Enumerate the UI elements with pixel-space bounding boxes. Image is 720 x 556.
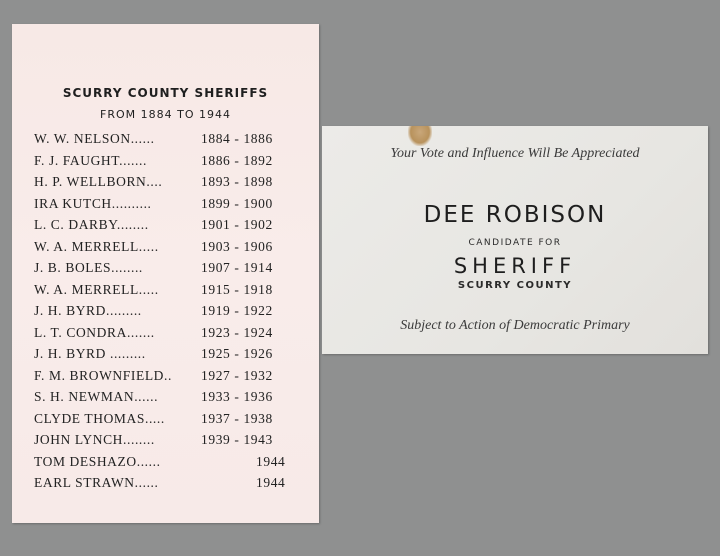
sheriff-row: [34, 429, 304, 451]
sheriff-name: JOHN LYNCH........: [34, 432, 155, 447]
sheriff-row: [34, 300, 304, 322]
sheriff-name: CLYDE THOMAS.....: [34, 410, 165, 426]
sheriff-years: 1886 - 1892: [201, 152, 273, 168]
sheriff-name: J. H. BYRD.........: [34, 303, 142, 318]
sheriff-years: 1919 - 1922: [201, 303, 273, 318]
sheriff-name: W. A. MERRELL.....: [34, 281, 159, 297]
sheriff-years: 1907 - 1914: [201, 260, 273, 275]
sheriff-years: 1933 - 1936: [201, 389, 273, 404]
candidate-name: DEE ROBISON: [423, 202, 607, 228]
sheriff-row: [34, 150, 304, 172]
sheriff-years: 1923 - 1924: [201, 324, 273, 340]
sheriff-row: [34, 322, 304, 344]
stain-mark: [408, 126, 432, 146]
sheriff-years: 1937 - 1938: [201, 410, 273, 426]
sheriff-row: [34, 214, 304, 236]
sheriff-name: S. H. NEWMAN......: [34, 389, 159, 404]
sheriff-row: [34, 257, 304, 279]
sheriff-years: 1915 - 1918: [201, 281, 273, 297]
sheriff-years: 1944: [256, 475, 286, 490]
sheriff-row: [34, 386, 304, 408]
sheriff-list: [34, 128, 304, 494]
sheriff-list-card: [12, 24, 319, 523]
sheriff-row: [34, 128, 304, 150]
sheriff-years: 1899 - 1900: [201, 195, 273, 211]
sheriff-row: [34, 171, 304, 193]
sheriff-name: W. W. NELSON......: [34, 131, 155, 146]
office-title: SHERIFF: [453, 254, 577, 278]
sheriff-row: [34, 343, 304, 365]
sheriff-years: 1925 - 1926: [201, 346, 273, 361]
sheriff-name: TOM DESHAZO......: [34, 453, 161, 469]
sheriff-name: L. C. DARBY........: [34, 217, 149, 232]
sheriff-name: L. T. CONDRA.......: [34, 324, 155, 340]
candidate-for-label: CANDIDATE FOR: [468, 238, 562, 248]
campaign-card: [322, 126, 708, 354]
list-subtitle: FROM 1884 TO 1944: [100, 108, 231, 121]
sheriff-name: J. H. BYRD .........: [34, 346, 146, 361]
sheriff-row: [34, 451, 304, 473]
primary-note-line: Subject to Action of Democratic Primary: [400, 318, 630, 333]
sheriff-row: [34, 408, 304, 430]
sheriff-name: W. A. MERRELL.....: [34, 238, 159, 254]
sheriff-row: [34, 279, 304, 301]
sheriff-name: EARL STRAWN......: [34, 475, 159, 490]
sheriff-years: 1927 - 1932: [201, 367, 273, 383]
sheriff-years: 1893 - 1898: [201, 174, 273, 189]
sheriff-name: H. P. WELLBORN....: [34, 174, 163, 189]
sheriff-name: J. B. BOLES........: [34, 260, 143, 275]
sheriff-years: 1903 - 1906: [201, 238, 273, 254]
sheriff-row: [34, 236, 304, 258]
sheriff-row: [34, 472, 304, 494]
sheriff-name: F. J. FAUGHT.......: [34, 152, 147, 168]
sheriff-years: 1884 - 1886: [201, 131, 273, 146]
sheriff-name: F. M. BROWNFIELD..: [34, 367, 172, 383]
sheriff-row: [34, 193, 304, 215]
sheriff-row: [34, 365, 304, 387]
sheriff-years: 1944: [256, 453, 286, 469]
county-label: SCURRY COUNTY: [457, 280, 573, 291]
sheriff-name: IRA KUTCH..........: [34, 195, 152, 211]
sheriff-years: 1939 - 1943: [201, 432, 273, 447]
vote-appeal-line: Your Vote and Influence Will Be Appreciated: [390, 146, 640, 161]
list-title: SCURRY COUNTY SHERIFFS: [62, 86, 269, 100]
sheriff-years: 1901 - 1902: [201, 217, 273, 232]
